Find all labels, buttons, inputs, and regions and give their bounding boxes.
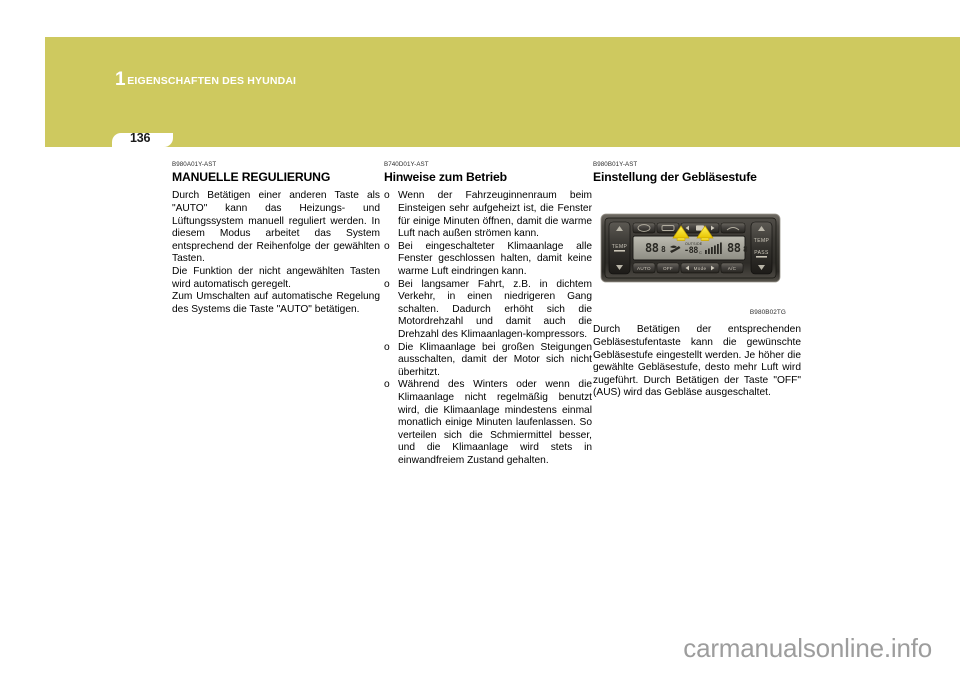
chapter-banner (45, 37, 960, 147)
list-item (384, 279, 592, 342)
heading-hinweise-zum-betrieb: Hinweise zum Betrieb (384, 169, 507, 184)
svg-text:A/C: A/C (727, 266, 737, 272)
svg-text:PASS: PASS (754, 250, 769, 257)
bullet-list (384, 190, 592, 467)
climate-control-image (593, 190, 788, 308)
svg-text:C: C (699, 250, 702, 256)
list-item-text: Bei langsamer Fahrt, z.B. in dichtem Verkehr, in einen niedrigeren Gang schalten. Dadurch erhöht sich die Motordrehzahl und damit auch die Drehzahl des Klimaanlagen-kompressors. (398, 278, 592, 340)
chapter-number: 1 (115, 69, 126, 90)
list-item (384, 379, 592, 467)
climate-control-figure (593, 190, 788, 316)
paragraph: Die Funktion der nicht angewählten Tasten wird automatisch geregelt. (172, 266, 380, 290)
list-item-text: Die Klimaanlage bei großen Steigungen ausschalten, damit der Motor sich nicht überhitzt. (398, 341, 592, 378)
svg-text:-88: -88 (684, 246, 698, 257)
bullet-marker: o (384, 240, 390, 252)
section-code-col3: B980B01Y-AST (593, 161, 638, 168)
column-einstellung-geblaesestufe (593, 162, 801, 400)
svg-text:88: 88 (645, 241, 659, 256)
section-code-col2: B740D01Y-AST (384, 161, 429, 168)
climate-control-illustration (593, 190, 788, 308)
list-item-text: Während des Winters oder wenn die Klimaanlage nicht regelmäßig benutzt wird, die Klimaanlage mindestens einmal monatlich einige Minuten laufenlassen. So verteilen sich die Schmiermittel besser, und die Klimaanlage wird stets in einwandfreiem Zustand gehalten. (398, 379, 592, 466)
list-item (384, 190, 592, 240)
heading-manuelle-regulierung: MANUELLE REGULIERUNG (172, 169, 331, 184)
heading-einstellung-geblaesestufe: Einstellung der Gebläsestufe (593, 169, 757, 184)
paragraph: Durch Betätigen der entsprechenden Gebläsestufentaste kann die gewünschte Gebläsestufe eingestellt werden. Je höher die gewählte Gebläsestufe, desto mehr Luft wird zugeführt. Durch Betätigen der Taste "OFF" (AUS) wird das Gebläse ausgeschaltet. (593, 324, 801, 399)
watermark: carmanualsonline.info (683, 633, 932, 663)
section-code-col1: B980A01Y-AST (172, 161, 217, 168)
list-item (384, 241, 592, 279)
svg-text:TEMP: TEMP (611, 244, 628, 251)
chapter-title: EIGENSCHAFTEN DES HYUNDAI (127, 75, 297, 87)
svg-text:TEMP: TEMP (753, 238, 770, 245)
column-hinweise-zum-betrieb (384, 162, 592, 468)
bullet-marker: o (384, 190, 390, 202)
page-number: 136 (130, 131, 151, 145)
svg-text:AUTO: AUTO (637, 266, 651, 272)
svg-text:Mode: Mode (693, 266, 707, 272)
bullet-marker: o (384, 379, 390, 391)
paragraph: Zum Umschalten auf automatische Regelung des Systems die Taste "AUTO" betätigen. (172, 291, 380, 315)
svg-text:OUTSIDE: OUTSIDE (685, 242, 703, 247)
svg-text:OFF: OFF (662, 266, 674, 272)
svg-text:88: 88 (727, 241, 741, 256)
list-item (384, 342, 592, 380)
svg-text:8: 8 (743, 245, 748, 255)
list-item-text: Bei eingeschalteter Klimaanlage alle Fenster geschlossen halten, damit keine warme Luft eindringen kann. (398, 240, 592, 278)
bullet-marker: o (384, 341, 390, 353)
bullet-marker: o (384, 278, 390, 290)
list-item-text: Wenn der Fahrzeuginnenraum beim Einsteigen sehr aufgeheizt ist, die Fenster für einige Minuten öffnen, damit die warme Luft nach außen strömen kann. (398, 190, 592, 240)
svg-text:8: 8 (661, 245, 666, 255)
column-manuelle-regulierung (172, 162, 380, 316)
chapter-header (115, 70, 296, 89)
paragraph: Durch Betätigen einer anderen Taste als "AUTO" kann das Heizungs- und Lüftungssystem manuell reguliert werden. In diesem Modus arbeitet das System entsprechend der Reihenfolge der gewählten Tasten. (172, 190, 380, 265)
figure-caption: B980B02TG (749, 309, 786, 317)
